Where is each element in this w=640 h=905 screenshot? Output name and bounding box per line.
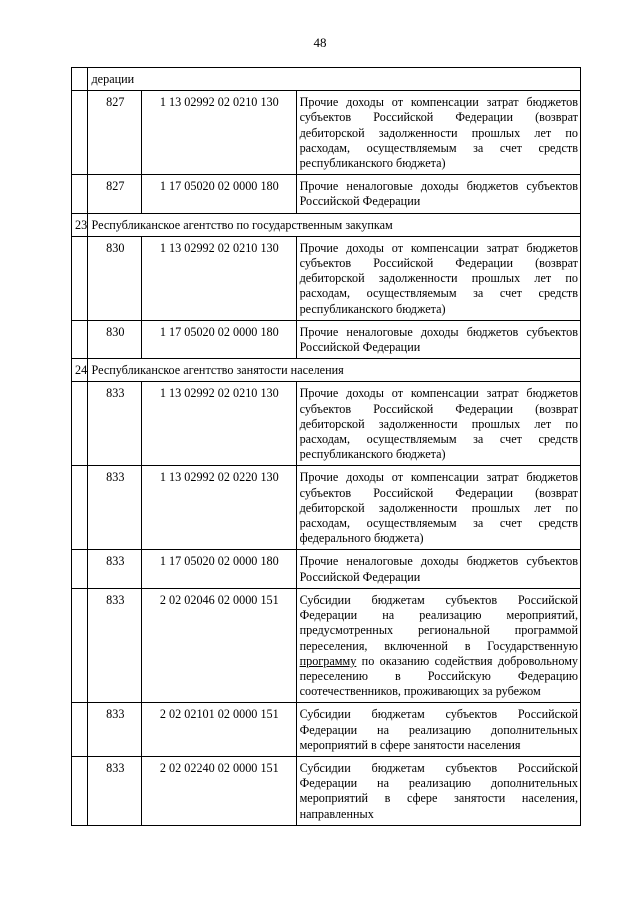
table-row — [72, 320, 581, 358]
section-header-row — [72, 213, 581, 236]
section-continuation-row — [72, 68, 581, 91]
admin-code: 833 — [88, 588, 142, 702]
description-text: Субсидии бюджетам субъектов Российской Федерации на реализацию мероприятий, предусмотренных региональной программой переселения, включенной в Государственную — [299, 592, 578, 653]
revenue-description: Прочие доходы от компенсации затрат бюджетов субъектов Российской Федерации (возврат дебиторской задолженности прошлых лет по расходам, осуществляемым за счет средств республиканского бюджета) — [296, 91, 580, 175]
revenue-description: Субсидии бюджетам субъектов Российской Федерации на реализацию дополнительных мероприятий в сфере занятости населения, направленных — [296, 756, 580, 825]
revenue-description: Прочие неналоговые доходы бюджетов субъектов Российской Федерации — [296, 550, 580, 588]
admin-code: 833 — [88, 466, 142, 550]
section-number: 23 — [72, 213, 88, 236]
kbk-code: 1 13 02992 02 0220 130 — [142, 466, 297, 550]
kbk-code: 1 17 05020 02 0000 180 — [142, 175, 297, 213]
revenue-description — [296, 588, 580, 702]
section-number-cell — [72, 68, 88, 91]
kbk-code: 1 17 05020 02 0000 180 — [142, 550, 297, 588]
section-number: 24 — [72, 359, 88, 382]
kbk-code: 2 02 02240 02 0000 151 — [142, 756, 297, 825]
kbk-code: 1 13 02992 02 0210 130 — [142, 236, 297, 320]
section-number-cell — [72, 236, 88, 320]
revenue-description: Прочие неналоговые доходы бюджетов субъектов Российской Федерации — [296, 320, 580, 358]
admin-code: 833 — [88, 550, 142, 588]
admin-code: 827 — [88, 175, 142, 213]
section-number-cell — [72, 550, 88, 588]
table-row — [72, 466, 581, 550]
kbk-code: 2 02 02046 02 0000 151 — [142, 588, 297, 702]
admin-code: 827 — [88, 91, 142, 175]
kbk-code: 2 02 02101 02 0000 151 — [142, 703, 297, 757]
kbk-code: 1 13 02992 02 0210 130 — [142, 91, 297, 175]
kbk-code: 1 13 02992 02 0210 130 — [142, 382, 297, 466]
section-title: Республиканское агентство по государственным закупкам — [88, 213, 581, 236]
revenue-administrators-table — [71, 67, 581, 826]
description-text: по оказанию содействия добровольному переселению в Российскую Федерацию соотечественников, проживающих за рубежом — [299, 653, 578, 699]
table-row — [72, 703, 581, 757]
revenue-description: Субсидии бюджетам субъектов Российской Федерации на реализацию дополнительных мероприятий в сфере занятости населения — [296, 703, 580, 757]
table-row — [72, 175, 581, 213]
program-link[interactable]: программу — [299, 653, 357, 668]
section-number-cell — [72, 756, 88, 825]
section-title: Республиканское агентство занятости населения — [88, 359, 581, 382]
page-number: 48 — [313, 35, 327, 50]
section-number-cell — [72, 320, 88, 358]
table-row — [72, 588, 581, 702]
table-row — [72, 550, 581, 588]
admin-code: 833 — [88, 756, 142, 825]
revenue-description: Прочие доходы от компенсации затрат бюджетов субъектов Российской Федерации (возврат дебиторской задолженности прошлых лет по расходам, осуществляемым за счет средств республиканского бюджета) — [296, 236, 580, 320]
revenue-description: Прочие доходы от компенсации затрат бюджетов субъектов Российской Федерации (возврат дебиторской задолженности прошлых лет по расходам, осуществляемым за счет средств республиканского бюджета) — [296, 382, 580, 466]
admin-code: 833 — [88, 382, 142, 466]
table-row — [72, 236, 581, 320]
admin-code: 830 — [88, 236, 142, 320]
section-number-cell — [72, 466, 88, 550]
section-number-cell — [72, 175, 88, 213]
section-number-cell — [72, 91, 88, 175]
section-number-cell — [72, 588, 88, 702]
section-header-row — [72, 359, 581, 382]
table-row — [72, 91, 581, 175]
revenue-description: Прочие неналоговые доходы бюджетов субъектов Российской Федерации — [296, 175, 580, 213]
kbk-code: 1 17 05020 02 0000 180 — [142, 320, 297, 358]
section-number-cell — [72, 703, 88, 757]
table-row — [72, 382, 581, 466]
section-number-cell — [72, 382, 88, 466]
section-title: дерации — [88, 68, 581, 91]
admin-code: 833 — [88, 703, 142, 757]
revenue-description: Прочие доходы от компенсации затрат бюджетов субъектов Российской Федерации (возврат дебиторской задолженности прошлых лет по расходам, осуществляемым за счет средств федерального бюджета) — [296, 466, 580, 550]
table-row — [72, 756, 581, 825]
admin-code: 830 — [88, 320, 142, 358]
